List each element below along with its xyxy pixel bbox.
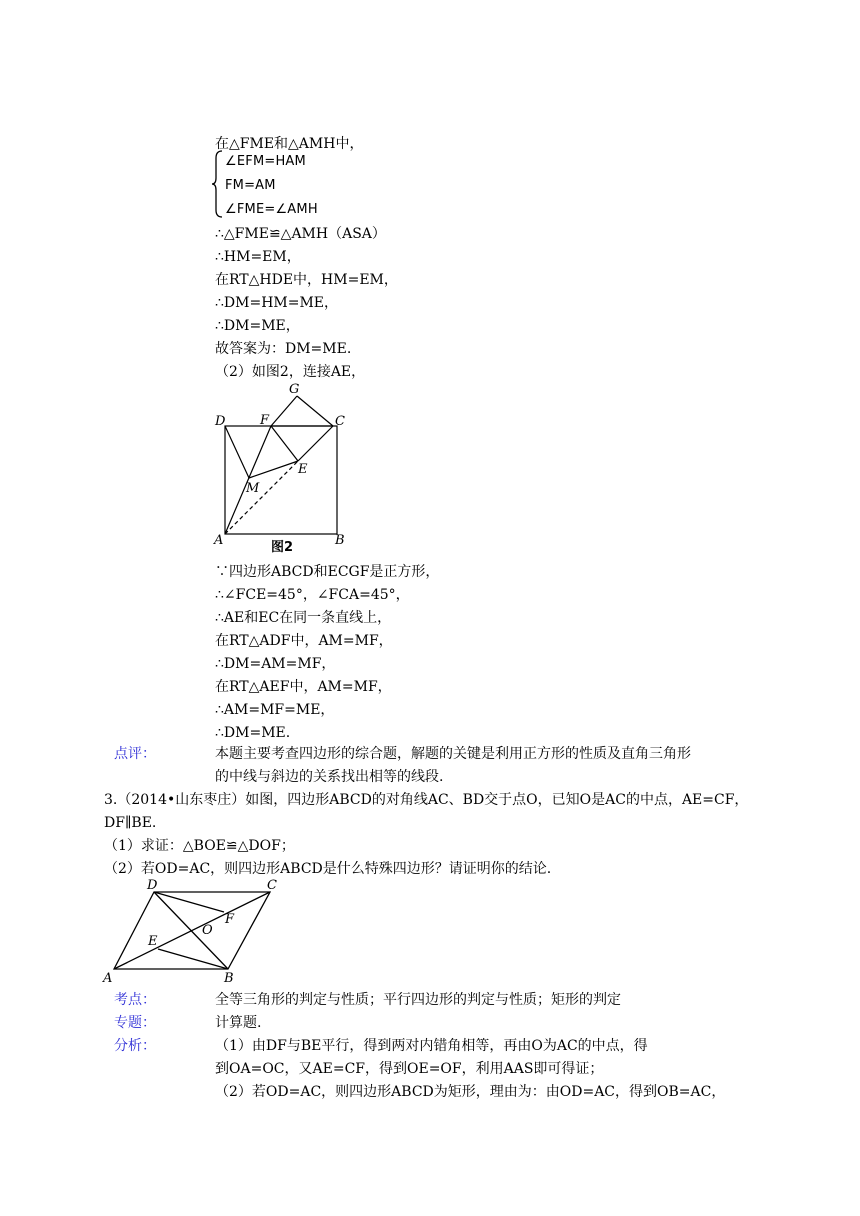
solution-line: ∴AM=MF=ME，: [215, 702, 335, 718]
fenxi-text: （1）由DF与BE平行，得到两对内错角相等，再由O为AC的中点，得: [215, 1038, 648, 1054]
comment-text: 的中线与斜边的关系找出相等的线段.: [215, 769, 444, 785]
fig2-label: M: [246, 481, 260, 496]
problem-statement: 3.（2014•山东枣庄）如图，四边形ABCD的对角线AC、BD交于点O，已知O是AC的中点，AE=CF，: [104, 792, 749, 808]
solution-line: 在RT△AEF中，AM=MF，: [215, 679, 392, 695]
kaodian-label: 考点：: [114, 992, 156, 1008]
solution-line: ∴DM=AM=MF，: [215, 656, 336, 672]
fenxi-label: 分析：: [114, 1038, 156, 1054]
fig3-label: D: [147, 878, 158, 893]
question-2: （2）若OD=AC，则四边形ABCD是什么特殊四边形？请证明你的结论.: [104, 861, 552, 877]
question-1: （1）求证：△BOE≌△DOF；: [104, 838, 295, 854]
fig2-label: F: [260, 413, 270, 428]
zhuanti-text: 计算题.: [215, 1015, 262, 1031]
comment-text: 本题主要考查四边形的综合题，解题的关键是利用正方形的性质及直角三角形: [215, 746, 691, 762]
figure-3: [100, 872, 290, 987]
system-line: FM=AM: [225, 178, 276, 193]
kaodian-text: 全等三角形的判定与性质；平行四边形的判定与性质；矩形的判定: [215, 992, 621, 1008]
fenxi-text: （2）若OD=AC，则四边形ABCD为矩形，理由为：由OD=AC，得到OB=AC，: [215, 1084, 726, 1100]
solution-line: ∴HM=EM，: [215, 249, 301, 265]
solution-line: ∴△FME≌△AMH（ASA）: [215, 226, 386, 242]
solution-line: ∴∠FCE=45°，∠FCA=45°，: [215, 587, 410, 603]
solution-line: 在RT△HDE中，HM=EM，: [215, 272, 398, 288]
solution-line: （2）如图2，连接AE，: [215, 364, 366, 380]
system-line: ∠EFM=HAM: [225, 154, 306, 169]
fig3-label: B: [224, 971, 234, 986]
fig3-label: C: [267, 878, 277, 893]
fig2-label: A: [214, 533, 224, 548]
fenxi-text: 到OA=OC，又AE=CF，得到OE=OF，利用AAS即可得证；: [215, 1061, 604, 1077]
fig2-label: C: [335, 414, 345, 429]
fig2-label: D: [215, 414, 226, 429]
solution-line: 在△FME和△AMH中，: [215, 136, 364, 152]
system-line: ∠FME=∠AMH: [225, 202, 318, 217]
solution-line: ∴AE和EC在同一条直线上，: [215, 610, 392, 626]
comment-label: 点评：: [114, 746, 156, 762]
solution-line: ∴DM=ME，: [215, 318, 300, 334]
fig3-label: O: [202, 923, 213, 938]
solution-line: ∴DM=HM=ME，: [215, 295, 339, 311]
fig2-label: G: [289, 382, 300, 397]
fig2-label: E: [298, 462, 308, 477]
solution-line: 在RT△ADF中，AM=MF，: [215, 633, 393, 649]
solution-line: ∵四边形ABCD和ECGF是正方形，: [215, 564, 440, 580]
zhuanti-label: 专题：: [114, 1015, 156, 1031]
solution-line: ∴DM=ME.: [215, 725, 291, 741]
fig2-caption: 图2: [271, 540, 294, 555]
problem-statement: DF∥BE.: [104, 815, 157, 831]
fig3-label: A: [103, 971, 113, 986]
solution-line: 故答案为：DM=ME.: [215, 341, 352, 357]
fig2-label: B: [335, 533, 345, 548]
figure-2: [205, 380, 355, 555]
brace-icon: [212, 150, 224, 218]
fig3-label: F: [225, 912, 235, 927]
fig3-label: E: [148, 934, 158, 949]
